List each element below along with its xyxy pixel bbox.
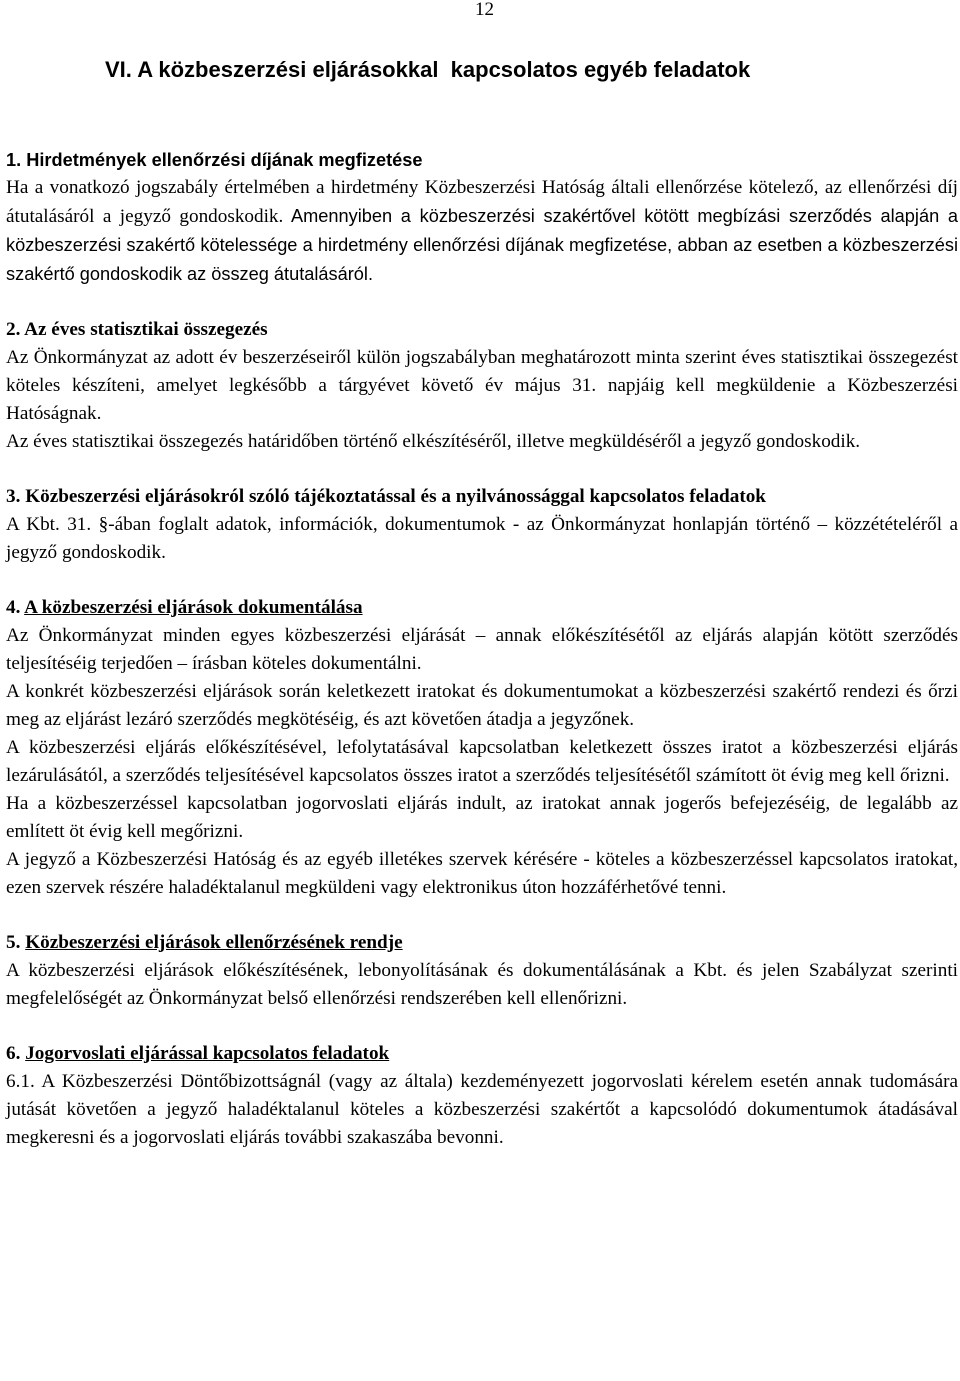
section-4-paragraph-2: A konkrét közbeszerzési eljárások során keletkezett iratokat és dokumentumokat a közbeszerzési szakértő rendezi és őrzi meg az eljárást lezáró szerződés megkötéséig, és azt követően átadja a jegyzőnek. [6,681,958,730]
section-4-number: 4. [6,597,21,618]
section-6-number: 6. [6,1043,21,1064]
section-3-paragraph-1 [6,511,958,567]
section-2 [6,316,958,456]
section-1 [6,146,958,289]
section-2-number: 2. [6,319,21,340]
section-4-paragraph-5: A jegyző a Közbeszerzési Hatóság és az egyéb illetékes szervek kérésére - köteles a közbeszerzéssel kapcsolatos iratokat, ezen szervek részére haladéktalanul megküldeni vagy elektronikus úton hozzáférhetővé tenni. [6,849,958,898]
section-4-paragraph-1: Az Önkormányzat minden egyes közbeszerzési eljárását – annak előkészítésétől az eljárás alapján kötött szerződés teljesítéséig terjedően – írásban köteles dokumentálni. [6,625,958,674]
section-4-paragraph-4: Ha a közbeszerzéssel kapcsolatban jogorvoslati eljárás indult, az iratokat annak jogerős befejezéséig, de legalább az említett öt évig kell megőrizni. [6,793,958,842]
section-5-heading [6,929,958,957]
section-4-paragraph-3: A közbeszerzési eljárás előkészítésével, lefolytatásával kapcsolatban keletkezett összes iratot a közbeszerzési eljárás lezárulásától, a szerződés teljesítésével kapcsolatos összes iratot a szerződés teljesítésétől számított öt évig meg kell őrizni. [6,737,958,786]
chapter-title: VI. A közbeszerzési eljárásokkal kapcsolatos egyéb feladatok [105,57,751,82]
page-number: 12 [475,0,494,20]
section-1-heading-text: Hirdetmények ellenőrzési díjának megfizetése [26,150,423,170]
section-5 [6,929,958,1013]
section-6-heading-text: Jogorvoslati eljárással kapcsolatos feladatok [25,1043,390,1064]
section-2-heading [6,316,958,344]
section-5-heading-text: Közbeszerzési eljárások ellenőrzésének rendje [25,932,403,953]
section-6 [6,1040,958,1152]
section-4-heading [6,594,958,622]
section-5-number: 5. [6,932,21,953]
section-3-number: 3. [6,486,21,507]
section-3-paragraph-1-a: A Kbt. 31. §-ában foglalt adatok, információk, dokumentumok - az Önkormányzat honlapján [6,514,756,535]
section-3-paragraph-1-b: történő – közzétételéről a jegyző gondoskodik. [6,514,958,563]
section-4-heading-text: A közbeszerzési eljárások dokumentálása [24,597,363,618]
section-2-paragraph-1: Az Önkormányzat az adott év beszerzéseiről külön jogszabályban meghatározott minta szerint éves statisztikai összegezést köteles készíteni, amelyet legkésőbb a tárgyévet követő év május 31. napjáig kell megküldenie a Közbeszerzési Hatóságnak. [6,347,958,424]
section-1-heading [6,146,958,174]
section-2-heading-text: Az éves statisztikai összegezés [24,319,268,340]
section-1-paragraph-1-continuation: Amennyiben a közbeszerzési szakértővel kötött megbízási szerződés alapján a közbeszerzési szakértő kötelessége a hirdetmény ellenőrzési díjának megfizetése, abban az esetben a közbeszerzési szakértő gondoskodik az összeg átutalásáról. [6,206,958,284]
section-1-paragraph-1-text: Ha a vonatkozó jogszabály értelmében a hirdetmény Közbeszerzési Hatóság általi ellenőrzése kötelező, az ellenőrzési díj átutalásáról a jegyző gondoskodik. [6,177,958,227]
section-3-heading-text: Közbeszerzési eljárásokról szóló tájékoztatással és a nyilvánossággal kapcsolatos feladatok [25,486,766,507]
section-3 [6,483,958,567]
section-1-number: 1. [6,150,22,170]
section-1-paragraph-1 [6,174,958,289]
document-body [6,146,958,1152]
section-6-heading [6,1040,958,1068]
section-4 [6,594,958,902]
section-5-paragraph-1: A közbeszerzési eljárások előkészítésének, lebonyolításának és dokumentálásának a Kbt. és jelen Szabályzat szerinti megfelelőségét az Önkormányzat belső ellenőrzési rendszerében kell ellenőrizni. [6,960,958,1009]
section-6-paragraph-1: 6.1. A Közbeszerzési Döntőbizottságnál (vagy az általa) kezdeményezett jogorvoslati kérelem esetén annak tudomására jutását követően a jegyző haladéktalanul köteles a közbeszerzési szakértőt a kapcsolódó dokumentumok átadásával megkeresni és a jogorvoslati eljárás további szakaszába bevonni. [6,1071,958,1148]
section-2-paragraph-2: Az éves statisztikai összegezés határidőben történő elkészítéséről, illetve megküldéséről a jegyző gondoskodik. [6,431,861,452]
section-3-heading [6,483,958,511]
